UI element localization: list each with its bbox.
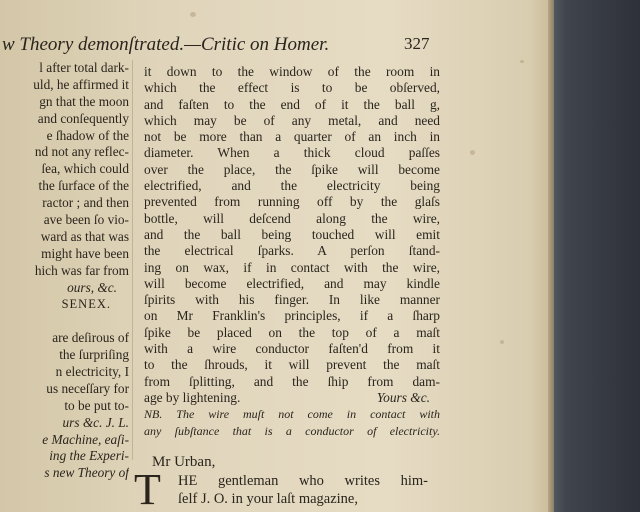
left-line: l after total dark-: [39, 60, 129, 75]
paper-stain: [520, 60, 524, 63]
page-edge: [548, 0, 554, 512]
left-line: s new Theory of: [44, 465, 129, 481]
nb-note-line: NB. The wire muſt not come in contact with: [144, 407, 440, 422]
paper-stain: [470, 150, 475, 155]
running-title: w Theory demonſtrated.—Critic on Homer.: [2, 34, 330, 55]
body-line: prevented from running off by the glaſs: [144, 194, 440, 210]
body-line: and faſten to the end of it the ball g,: [144, 96, 440, 112]
left-line: nd not any reflec-: [34, 144, 129, 160]
body-line: with a wire conductor faſten'd from it: [144, 341, 440, 357]
body-line: the electrical ſparks. A perſon ſtand-: [144, 243, 440, 259]
left-line: us neceſſary for: [46, 380, 129, 396]
body-line: ſpirits with his finger. In like manner: [144, 292, 440, 308]
left-column: [0, 60, 129, 482]
body-line: age by lightening.: [144, 389, 241, 405]
left-line: ave been ſo vio-: [43, 212, 129, 228]
column-divider: [132, 60, 133, 460]
left-line: ours, &c.: [67, 279, 117, 295]
left-line: n electricity, I: [55, 364, 129, 380]
next-article: [178, 472, 428, 508]
page-header: [0, 34, 448, 60]
left-line: the ſurpriſing: [59, 347, 129, 363]
body-line: on Mr Franklin's principles, if a ſharp: [144, 308, 440, 324]
nb-note-line: any ſubſtance that is a conductor of electricity.: [144, 423, 440, 438]
body-line: from ſplitting, and the ſhip from dam-: [144, 373, 440, 389]
body-line: and the ball being touched will emit: [144, 226, 440, 242]
paper-stain: [500, 340, 504, 344]
left-line: hich was far from: [34, 262, 129, 278]
left-line: and conſequently: [37, 110, 129, 126]
body-line: diameter. When a thick cloud paſſes: [144, 145, 440, 161]
background-surface: [548, 0, 640, 512]
body-line: ſelf J. O. in your laſt magazine,: [178, 491, 358, 507]
left-line: might have been: [41, 245, 129, 261]
body-line: electrified, and the electricity being: [144, 178, 440, 194]
salutation: Mr Urban,: [152, 454, 216, 470]
body-line: HE gentleman who writes him-: [178, 473, 428, 489]
body-line: ſpike be placed on the top of a maſt: [144, 324, 440, 340]
drop-cap: T: [134, 465, 161, 512]
body-line: ing on wax, if in contact with the wire,: [144, 259, 440, 275]
right-column: [144, 64, 440, 439]
left-line: to be put to-: [64, 397, 129, 413]
body-line: which may be of any metal, and need: [144, 112, 440, 128]
left-line: the ſurface of the: [38, 178, 129, 194]
left-line: ſea, which could: [41, 161, 129, 177]
left-line: urs &c. J. L.: [62, 414, 129, 430]
body-line: over the place, the ſpike will become: [144, 161, 440, 177]
left-line: ractor ; and then: [42, 195, 129, 211]
body-line: which the effect is to be obſerved,: [144, 80, 440, 96]
left-line: ing the Experi-: [49, 448, 129, 464]
body-line: to the ſhrouds, it will prevent the maſt: [144, 357, 440, 373]
paper-stain: [190, 12, 196, 17]
signature: Yours &c.: [376, 389, 430, 405]
body-line: bottle, will deſcend along the wire,: [144, 210, 440, 226]
body-line: it down to the window of the room in: [144, 64, 440, 79]
left-line: ward as that was: [40, 228, 129, 244]
left-signature: SENEX.: [61, 297, 111, 312]
left-line: gn that the moon: [39, 93, 129, 109]
left-line: e Machine, eaſi-: [42, 431, 129, 447]
left-line: e ſhadow of the: [46, 127, 129, 143]
body-line: not be more than a quarter of an inch in: [144, 129, 440, 145]
left-line: are deſirous of: [52, 330, 129, 346]
body-line: will become electrified, and may kindle: [144, 275, 440, 291]
left-line: [0, 313, 129, 330]
left-line: uld, he affirmed it: [33, 76, 129, 92]
page-number: 327: [404, 34, 430, 53]
